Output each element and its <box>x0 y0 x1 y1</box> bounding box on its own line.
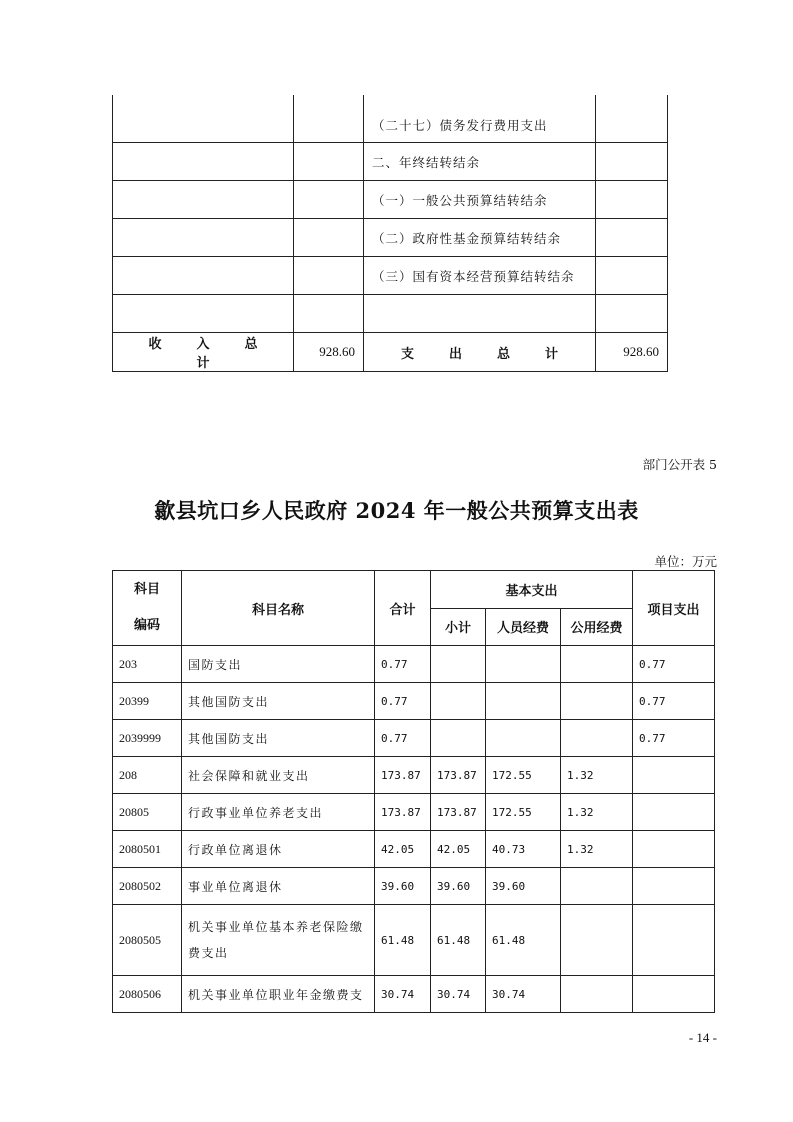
expense-item: （三）国有资本经营预算结转结余 <box>364 257 596 295</box>
table-row <box>113 257 668 295</box>
table-row: 20805 行政事业单位养老支出 173.87 173.87 172.55 1.32 <box>113 794 715 831</box>
table-row: 2039999 其他国防支出 0.77 0.77 <box>113 720 715 757</box>
income-total-label: 收 入 总计 <box>113 333 294 372</box>
table-row: 2080505 机关事业单位基本养老保险缴 费支出 61.48 61.48 61.48 <box>113 905 715 976</box>
expense-total-value: 928.60 <box>596 333 668 372</box>
income-total-value: 928.60 <box>294 333 364 372</box>
header-row <box>113 571 715 609</box>
table-row: 2080506 机关事业单位职业年金缴费支 30.74 30.74 30.74 <box>113 976 715 1013</box>
personnel-header: 人员经费 <box>486 608 561 646</box>
page-number: - 14 - <box>688 1030 717 1045</box>
totals-row <box>113 333 668 372</box>
form-label: 部门公开表 5 <box>642 457 717 472</box>
public-header: 公用经费 <box>561 608 633 646</box>
expense-item: （二）政府性基金预算结转结余 <box>364 219 596 257</box>
project-expense-header: 项目支出 <box>633 571 715 646</box>
total-header: 合计 <box>375 571 431 646</box>
table-row <box>113 95 668 143</box>
code-header: 科目 编码 <box>113 571 182 646</box>
expense-item: 二、年终结转结余 <box>364 143 596 181</box>
budget-expenditure-table <box>112 570 715 1013</box>
table-row <box>113 181 668 219</box>
table-row <box>113 219 668 257</box>
subtotal-header: 小计 <box>431 608 486 646</box>
table-row: 20399 其他国防支出 0.77 0.77 <box>113 683 715 720</box>
expense-item: （二十七）债务发行费用支出 <box>364 95 596 143</box>
table-row: 2080501 行政单位离退休 42.05 42.05 40.73 1.32 <box>113 831 715 868</box>
basic-expense-header: 基本支出 <box>431 571 633 609</box>
table-row: 203 国防支出 0.77 0.77 <box>113 646 715 683</box>
expense-item: （一）一般公共预算结转结余 <box>364 181 596 219</box>
table-row: 2080502 事业单位离退休 39.60 39.60 39.60 <box>113 868 715 905</box>
income-expense-summary-table <box>112 95 668 372</box>
table-row <box>113 295 668 333</box>
table-row: 208 社会保障和就业支出 173.87 173.87 172.55 1.32 <box>113 757 715 794</box>
unit-label: 单位：万元 <box>654 554 717 569</box>
name-header: 科目名称 <box>182 571 375 646</box>
expense-total-label: 支 出 总 计 <box>364 333 596 372</box>
table-row <box>113 143 668 181</box>
page-title: 歙县坑口乡人民政府 2024 年一般公共预算支出表 <box>154 498 639 523</box>
expense-item <box>364 295 596 333</box>
